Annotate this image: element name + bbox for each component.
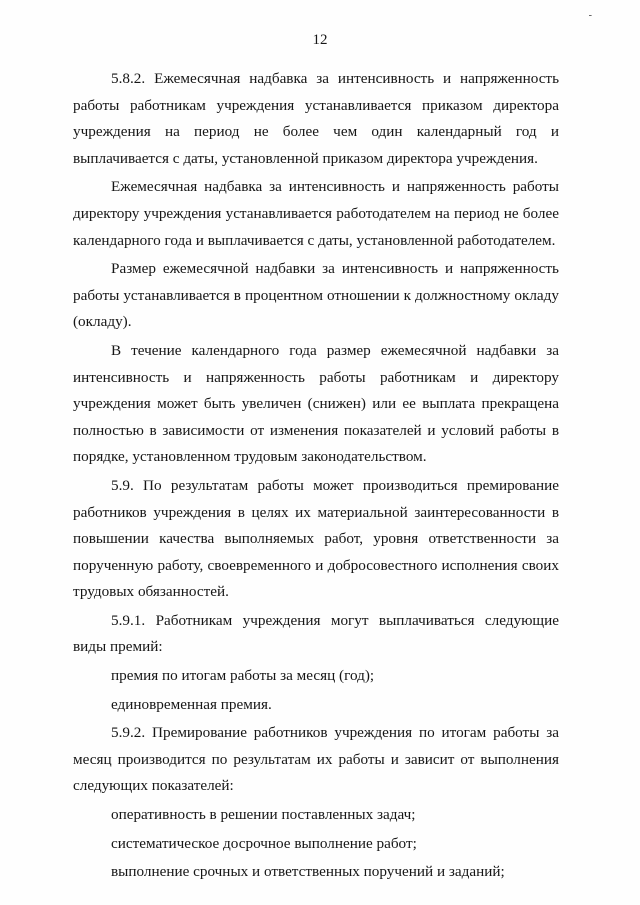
paragraph-director-bonus: Ежемесячная надбавка за интенсивность и напряженность работы директору учреждения устанавливается работодателем на период не более календарного года и выплачивается с даты, установленной работодателем. (73, 178, 559, 249)
paragraph-5-9-1: 5.9.1. Работникам учреждения могут выплачиваться следующие виды премий: (73, 611, 559, 656)
list-item-early-completion: систематическое досрочное выполнение работ; (111, 834, 417, 852)
corner-mark: - (588, 10, 592, 21)
list-item-monthly-bonus: премия по итогам работы за месяц (год); (111, 667, 375, 685)
page-number: 12 (312, 32, 328, 48)
list-item-urgent-tasks: выполнение срочных и ответственных поручений и заданий; (111, 863, 505, 881)
paragraph-bonus-change: В течение календарного года размер ежемесячной надбавки за интенсивность и напряженность работы работникам и директору учреждения может быть увеличен (снижен) или ее выплата прекращена полностью в зависимости от изменения показателей и условий работы в порядке, установленном трудовым законодательством. (73, 341, 559, 466)
paragraph-5-9: 5.9. По результатам работы может производиться премирование работников учреждения в целях их материальной заинтересованности в повышении качества выполняемых работ, уровня ответственности за порученную работу, своевременного и добросовестного исполнения своих трудовых обязанностей. (73, 476, 559, 601)
paragraph-bonus-size: Размер ежемесячной надбавки за интенсивность и напряженность работы устанавливается в процентном отношении к должностному окладу (окладу). (73, 260, 559, 331)
paragraph-5-8-2: 5.8.2. Ежемесячная надбавка за интенсивность и напряженность работы работникам учреждения устанавливается приказом директора учреждения на период не более чем один календарный год и выплачивается с даты, установленной приказом директора учреждения. (73, 70, 559, 167)
list-item-one-time-bonus: единовременная премия. (111, 695, 272, 713)
paragraph-5-9-2: 5.9.2. Премирование работников учреждения по итогам работы за месяц производится по результатам их работы и зависит от выполнения следующих показателей: (73, 724, 559, 795)
document-body (73, 66, 559, 886)
list-item-efficiency: оперативность в решении поставленных задач; (111, 806, 416, 824)
